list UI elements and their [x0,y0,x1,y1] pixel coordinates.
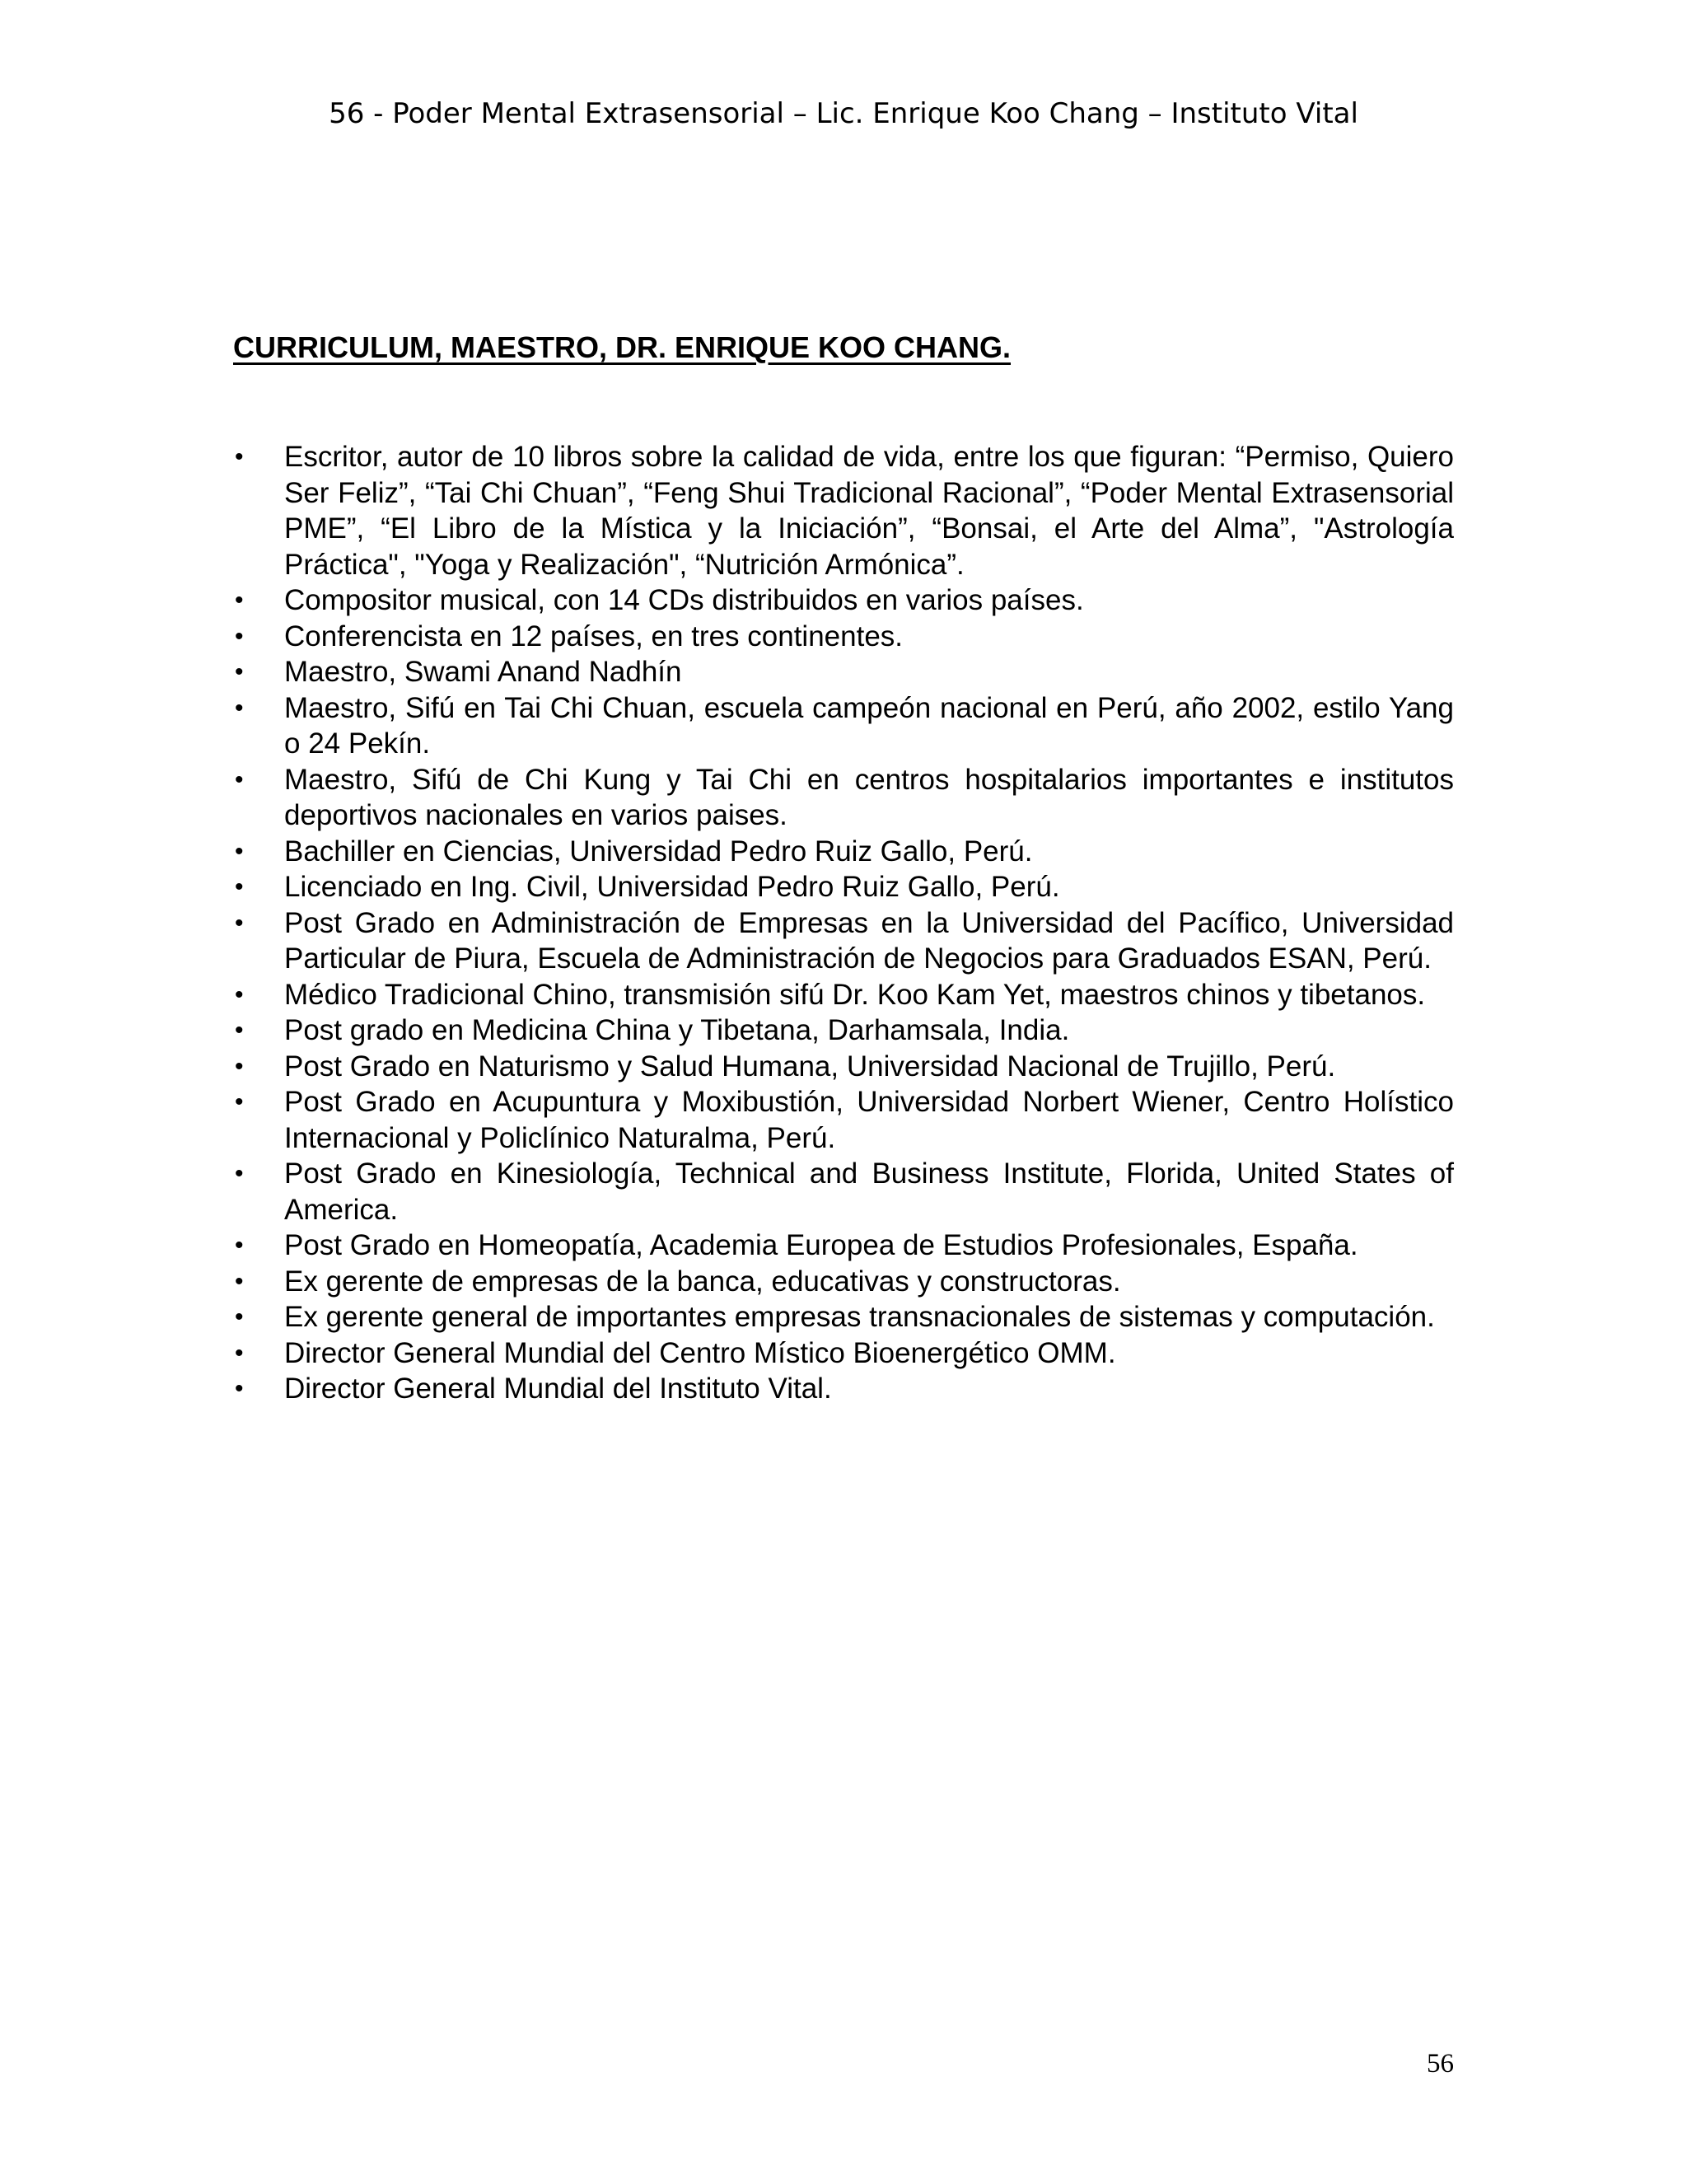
list-item-text: Escritor, autor de 10 libros sobre la calidad de vida, entre los que figuran: “Permiso, Quiero Ser Feliz”, “Tai Chi Chuan”, “Feng Shui Tradicional Racional”, “Poder Mental Extrasensorial PME”, “El Libro de la Mística y la Iniciación”, “Bonsai, el Arte del Alma”, "Astrología Práctica", "Yoga y Realización", “Nutrición Armónica”. [284,441,1454,581]
list-item [235,1012,1454,1049]
bullet-icon: • [235,1088,244,1115]
list-item-text: Post Grado en Naturismo y Salud Humana, Universidad Nacional de Trujillo, Perú. [284,1050,1336,1083]
list-item [235,690,1454,762]
list-item [235,1156,1454,1228]
list-item-text: Ex gerente general de importantes empresas transnacionales de sistemas y computación. [284,1301,1435,1333]
list-item [235,582,1454,619]
bullet-icon: • [235,765,244,793]
bullet-icon: • [235,909,244,937]
list-item-text: Conferencista en 12 países, en tres continentes. [284,620,904,652]
list-item-text: Post Grado en Homeopatía, Academia Europea de Estudios Profesionales, España. [284,1229,1358,1261]
list-item [235,1228,1454,1264]
list-item-text: Post Grado en Kinesiología, Technical and Business Institute, Florida, United States of America. [284,1157,1454,1226]
list-item-text: Licenciado en Ing. Civil, Universidad Pedro Ruiz Gallo, Perú. [284,871,1060,903]
list-item-text: Ex gerente de empresas de la banca, educativas y constructoras. [284,1265,1121,1298]
list-item-text: Maestro, Sifú de Chi Kung y Tai Chi en centros hospitalarios importantes e institutos deportivos nacionales en varios paises. [284,763,1454,831]
list-item-text: Maestro, Swami Anand Nadhín [284,656,682,688]
list-item-text: Post Grado en Administración de Empresas en la Universidad del Pacífico, Universidad Particular de Piura, Escuela de Administración de Negocios para Graduados ESAN, Perú. [284,906,1454,975]
list-item [235,1371,1454,1407]
list-item [235,654,1454,690]
bullet-icon: • [235,694,244,722]
bullet-icon: • [235,1375,244,1402]
bullet-icon: • [235,1303,244,1331]
list-item [235,1264,1454,1300]
list-item [235,977,1454,1013]
bullet-icon: • [235,1017,244,1044]
bullet-icon: • [235,1232,244,1259]
list-item-text: Post grado en Medicina China y Tibetana, Darhamsala, India. [284,1014,1070,1046]
list-item [235,439,1454,582]
list-item-text: Director General Mundial del Centro Místico Bioenergético OMM. [284,1336,1116,1369]
list-item-text: Post Grado en Acupuntura y Moxibustión, Universidad Norbert Wiener, Centro Holístico Internacional y Policlínico Naturalma, Perú. [284,1086,1454,1154]
list-item [235,1335,1454,1372]
curriculum-list [235,439,1454,1407]
list-item [235,762,1454,834]
list-item [235,1299,1454,1335]
list-item-text: Bachiller en Ciencias, Universidad Pedro Ruiz Gallo, Perú. [284,835,1033,868]
bullet-icon: • [235,658,244,685]
bullet-icon: • [235,1267,244,1295]
bullet-icon: • [235,1052,244,1080]
list-item [235,619,1454,655]
list-item [235,905,1454,977]
list-item-text: Médico Tradicional Chino, transmisión sifú Dr. Koo Kam Yet, maestros chinos y tibetanos. [284,978,1426,1011]
bullet-icon: • [235,587,244,614]
list-item [235,1049,1454,1085]
list-item [235,834,1454,870]
bullet-icon: • [235,837,244,865]
list-item-text: Compositor musical, con 14 CDs distribuidos en varios países. [284,584,1084,616]
document-title: CURRICULUM, MAESTRO, DR. ENRIQUE KOO CHANG. [233,330,1011,364]
bullet-icon: • [235,622,244,650]
running-header: 56 - Poder Mental Extrasensorial – Lic. Enrique Koo Chang – Instituto Vital [329,97,1358,130]
bullet-icon: • [235,980,244,1008]
page-number: 56 [1427,2049,1454,2079]
list-item-text: Maestro, Sifú en Tai Chi Chuan, escuela campeón nacional en Perú, año 2002, estilo Yang o 24 Pekín. [284,691,1454,760]
bullet-icon: • [235,1339,244,1367]
bullet-icon: • [235,1160,244,1187]
list-item [235,869,1454,905]
bullet-icon: • [235,873,244,900]
list-item-text: Director General Mundial del Instituto Vital. [284,1373,832,1405]
bullet-icon: • [235,443,244,470]
list-item [235,1084,1454,1156]
